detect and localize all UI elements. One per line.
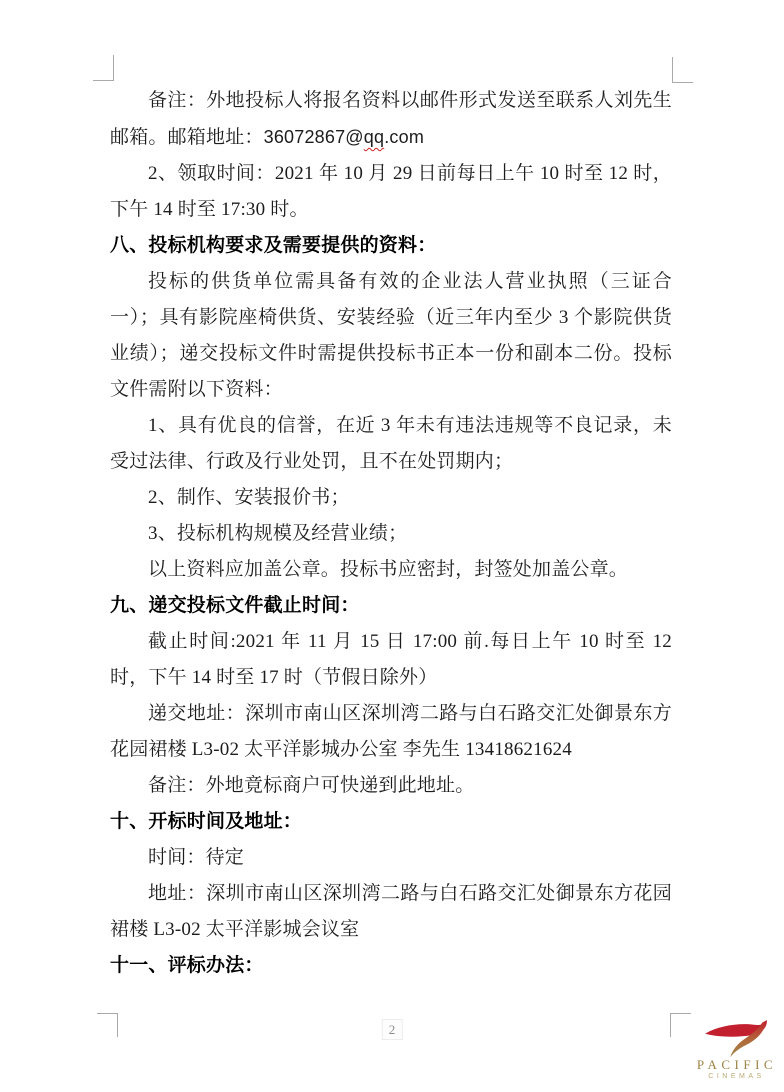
section-heading-11: 十一、评标办法： bbox=[110, 955, 264, 976]
remark-email-text: 备注：外地投标人将报名资料以邮件形式发送至联系人刘先生邮箱。邮箱地址： bbox=[110, 90, 672, 148]
paragraph-remark-email bbox=[110, 83, 672, 156]
email-tld: .com bbox=[384, 127, 425, 147]
email-domain-spellcheck-flag: qq bbox=[363, 127, 385, 147]
pacific-cinemas-logo bbox=[690, 1016, 780, 1081]
paragraph-submit-address: 递交地址：深圳市南山区深圳湾二路与白石路交汇处御景东方花园裙楼 L3-02 太平洋影城办公室 李先生 13418621624 bbox=[110, 703, 672, 760]
paragraph-open-time: 时间：待定 bbox=[148, 847, 245, 868]
pacific-swoosh-icon bbox=[698, 1016, 772, 1058]
paragraph-submit-remark: 备注：外地竟标商户可快递到此地址。 bbox=[148, 775, 475, 796]
text-boundary-mark-bottom-left bbox=[97, 1013, 118, 1037]
paragraph-seal-note: 以上资料应加盖公章。投标书应密封，封签处加盖公章。 bbox=[148, 559, 629, 580]
text-boundary-mark-top-right bbox=[672, 57, 693, 83]
section-heading-8: 八、投标机构要求及需要提供的资料： bbox=[110, 235, 437, 256]
paragraph-requirement-1: 1、具有优良的信誉，在近 3 年未有违法违规等不良记录，未受过法律、行政及行业处罚，且不在处罚期内； bbox=[110, 415, 672, 472]
paragraph-pickup-time: 2、领取时间：2021 年 10 月 29 日前每日上午 10 时至 12 时，下午 14 时至 17:30 时。 bbox=[110, 163, 672, 220]
document-body bbox=[110, 83, 672, 984]
logo-brand-text: PACIFIC bbox=[696, 1057, 778, 1072]
paragraph-deadline: 截止时间:2021 年 11 月 15 日 17:00 前.每日上午 10 时至 12 时，下午 14 时至 17 时（节假日除外） bbox=[110, 631, 672, 688]
email-user: 36072867@ bbox=[263, 127, 364, 147]
text-boundary-mark-top-left bbox=[93, 55, 114, 81]
paragraph-requirements-intro: 投标的供货单位需具备有效的企业法人营业执照（三证合一）；具有影院座椅供货、安装经验（近三年内至少 3 个影院供货业绩）；递交投标文件时需提供投标书正本一份和副本二份。投标文件需附以下资料： bbox=[110, 271, 672, 400]
paragraph-requirement-2: 2、制作、安装报价书； bbox=[148, 487, 350, 508]
email-address bbox=[264, 127, 424, 147]
page-number: 2 bbox=[382, 1019, 403, 1040]
logo-subtitle-text: CINEMAS bbox=[708, 1073, 765, 1080]
text-boundary-mark-bottom-right bbox=[670, 1013, 691, 1037]
paragraph-requirement-3: 3、投标机构规模及经营业绩； bbox=[148, 523, 408, 544]
section-heading-9: 九、递交投标文件截止时间： bbox=[110, 595, 360, 616]
paragraph-open-address: 地址：深圳市南山区深圳湾二路与白石路交汇处御景东方花园裙楼 L3-02 太平洋影城会议室 bbox=[110, 883, 672, 940]
section-heading-10: 十、开标时间及地址： bbox=[110, 811, 303, 832]
